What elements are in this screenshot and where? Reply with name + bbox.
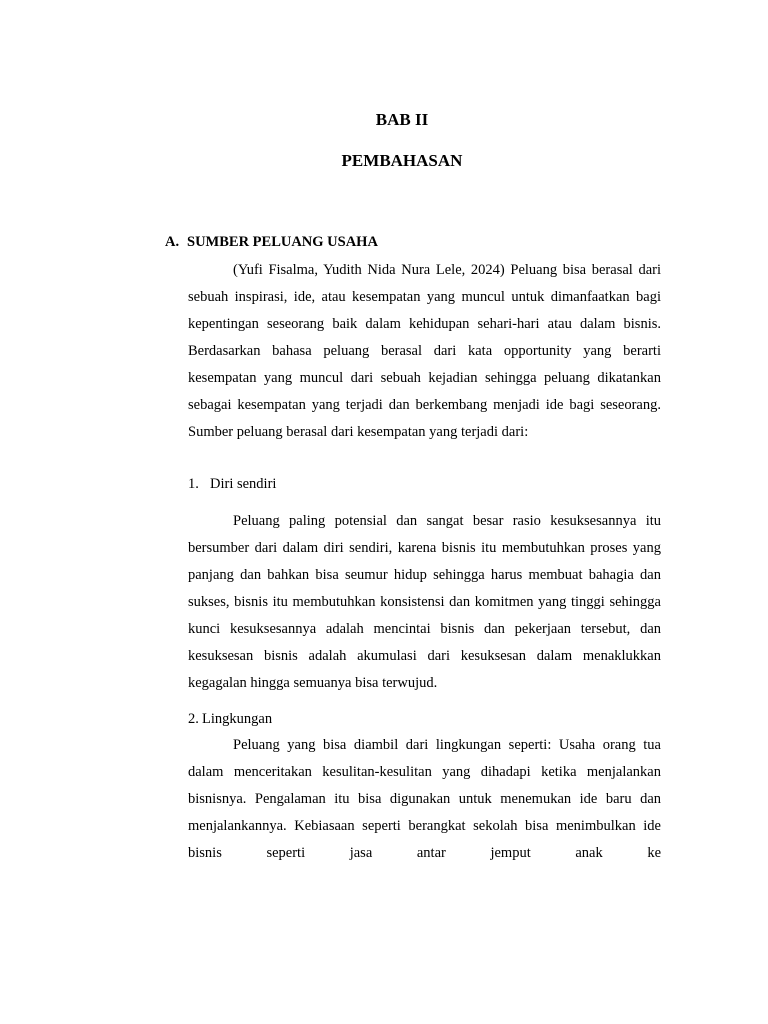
- chapter-title: PEMBAHASAN: [341, 151, 463, 170]
- list-item-label: Lingkungan: [202, 711, 273, 727]
- list-item: [188, 471, 276, 498]
- list-item-label: Diri sendiri: [210, 476, 277, 492]
- section-heading: [165, 234, 378, 251]
- list-item-number: 1.: [188, 476, 199, 492]
- section-heading-text: SUMBER PELUANG USAHA: [187, 234, 378, 250]
- list-item: [188, 706, 272, 733]
- chapter-number: BAB II: [375, 110, 429, 129]
- list-item-number: 2.: [188, 711, 199, 727]
- section-marker: A.: [165, 234, 180, 250]
- list-item-paragraph: Peluang paling potensial dan sangat besar rasio kesuksesannya itu bersumber dari dalam diri sendiri, karena bisnis itu membutuhkan proses yang panjang dan bahkan bisa seumur hidup sehingga harus membuat bahagia dan sukses, bisnis itu membutuhkan konsistensi dan komitmen yang tinggi sehingga kunci kesuksesannya adalah mencintai bisnis dan pekerjaan tersebut, dan kesuksesan bisnis adalah akumulasi dari kesuksesan dalam menaklukkan kegagalan hingga semuanya bisa terwujud.: [188, 513, 661, 691]
- intro-paragraph: (Yufi Fisalma, Yudith Nida Nura Lele, 2024) Peluang bisa berasal dari sebuah inspirasi, ide, atau kesempatan yang muncul untuk dimanfaatkan bagi kepentingan seseorang baik dalam kehidupan sehari-hari atau dalam bisnis. Berdasarkan bahasa peluang berasal dari kata opportunity yang berarti kesempatan yang muncul dari sebuah kejadian sehingga peluang dikatankan sebagai kesempatan yang terjadi dan berkembang menjadi ide bagi seseorang. Sumber peluang berasal dari kesempatan yang terjadi dari:: [188, 262, 661, 440]
- list-item-paragraph: Peluang yang bisa diambil dari lingkungan seperti: Usaha orang tua dalam menceritakan kesulitan-kesulitan yang dihadapi ketika menjalankan bisnisnya. Pengalaman itu bisa digunakan untuk menemukan ide baru dan menjalankannya. Kebiasaan seperti berangkat sekolah bisa menimbulkan ide bisnis seperti jasa antar jemput anak ke: [188, 737, 661, 861]
